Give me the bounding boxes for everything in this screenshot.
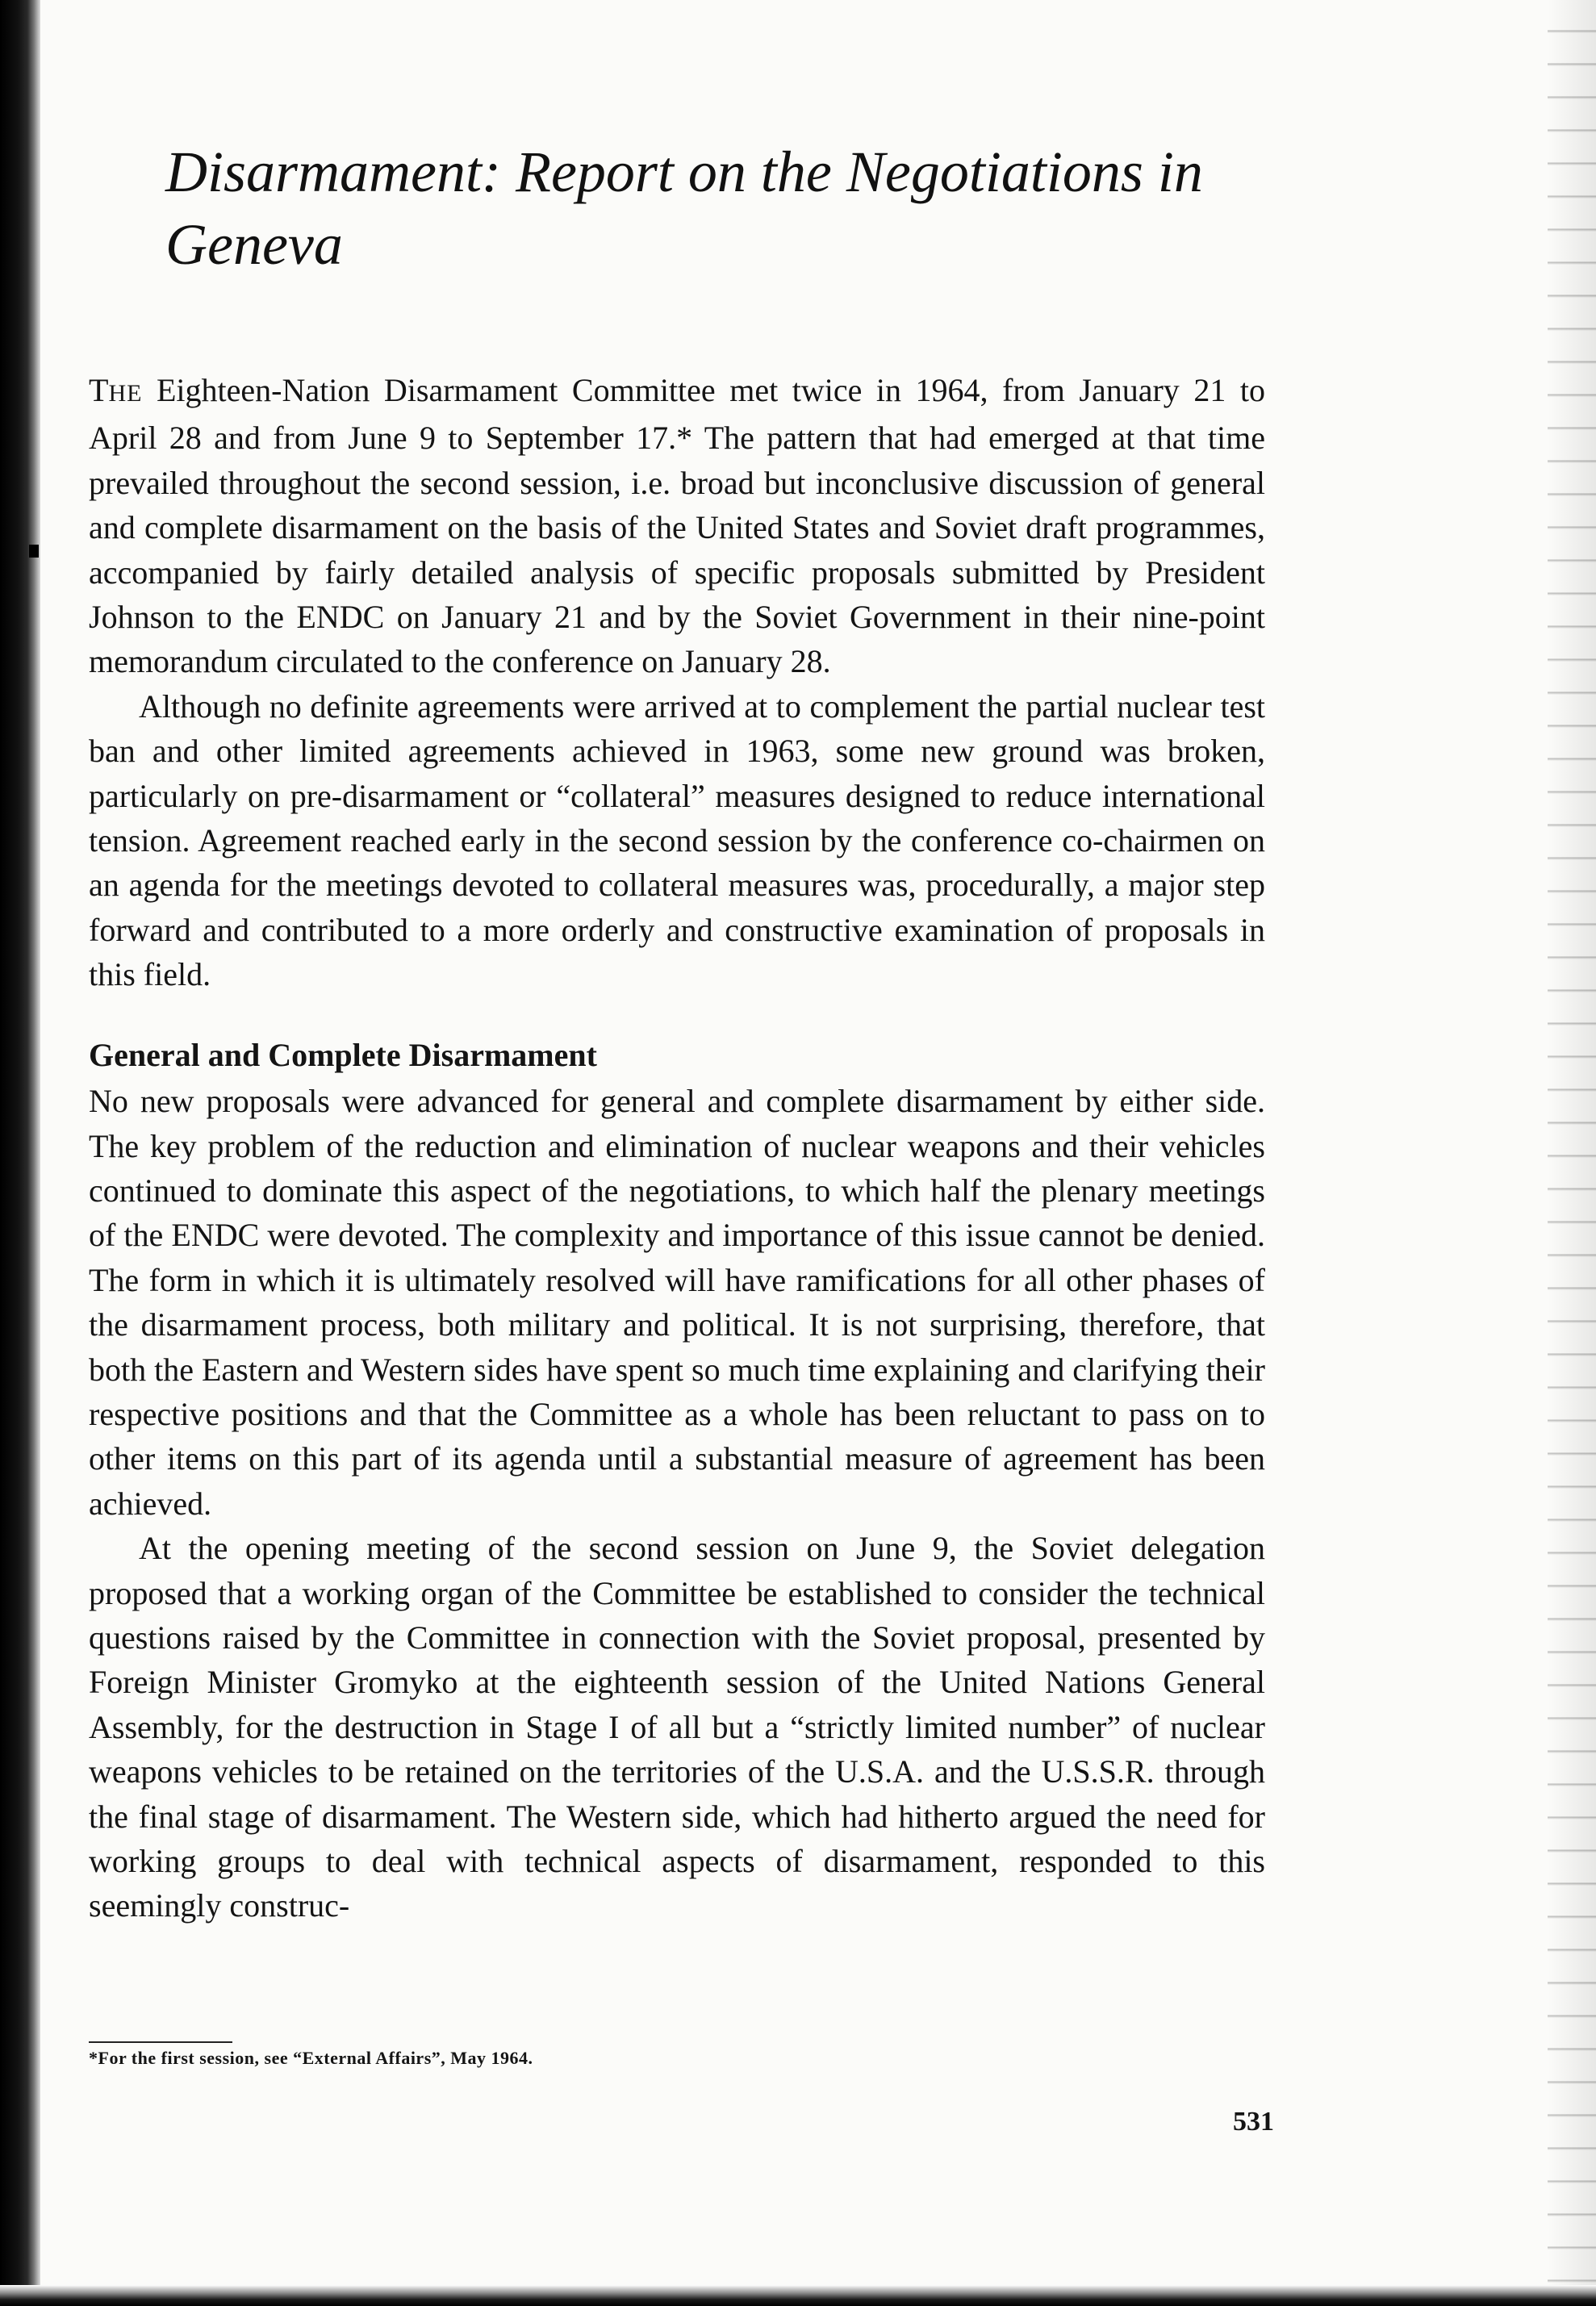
scan-edge-noise [1548,0,1596,2306]
footnote: *For the first session, see “External Affairs”, May 1964. [89,2048,533,2068]
paragraph-gcd: No new proposals were advanced for general and complete disarmament by either side. The key problem of the reduction and elimination of nuclear weapons and their vehicles continued to dominate this aspect of the negotiations, to which half the plenary meetings of the ENDC were devoted. The complexity and importance of this issue cannot be denied. The form in which it is ultimately resolved will have ramifications for all other phases of the disarmament process, both military and political. It is not surprising, therefore, that both the Eastern and Western sides have spent so much time explaining and clarifying their respective positions and that the Committee as a whole has been reluctant to pass on to other items on this part of its agenda until a substantial measure of agreement has been achieved. [89,1083,1265,1522]
bottom-scan-edge [0,2285,1596,2306]
article-body [89,368,1265,1928]
article-title: Disarmament: Report on the Negotiations in Geneva [165,140,1203,277]
paragraph-collateral-measures: Although no definite agreements were arrived at to complement the partial nuclear test ban and other limited agreements achieved in 1963, some new ground was broken, particularly on pre-disarmament or “collateral” measures designed to reduce international tension. Agreement reached early in the second session by the conference co-chairmen on an agenda for the meetings devoted to collateral measures was, procedurally, a major step forward and contributed to a more orderly and constructive examination of proposals in this field. [89,687,1265,993]
binding-mark [29,545,39,558]
footnote-rule [89,2041,232,2043]
paragraph-intro [89,368,1265,684]
page-number: 531 [1233,2107,1274,2137]
paragraph-second-session: At the opening meeting of the second session on June 9, the Soviet delegation proposed that a working organ of the Committee be established to consider the technical questions raised by the Committee in connection with the Soviet proposal, presented by Foreign Minister Gromyko at the eighteenth session of the United Nations General Assembly, for the destruction in Stage I of all but a “strictly limited number” of nuclear weapons vehicles to be retained on the territories of the U.S.A. and the U.S.S.R. through the final stage of disarmament. The Western side, which had hitherto argued the need for working groups to deal with technical aspects of disarmament, responded to this seemingly construc- [89,1530,1265,1924]
binding-edge [0,0,40,2306]
small-caps-lead: HE [108,380,143,407]
drop-cap: T [89,372,109,408]
section-heading: General and Complete Disarmament [89,1036,597,1073]
paragraph-intro-text: Eighteen-Nation Disarmament Committee met twice in 1964, from January 21 to April 28 and from June 9 to September 17.* The pattern that had emerged at that time prevailed throughout the second session, i.e. broad but inconclusive discussion of general and complete disarmament on the basis of the United States and Soviet draft programmes, accompanied by fairly detailed analysis of specific proposals submitted by President Johnson to the ENDC on January 21 and by the Soviet Government in their nine-point memorandum circulated to the conference on January 28. [89,372,1265,680]
